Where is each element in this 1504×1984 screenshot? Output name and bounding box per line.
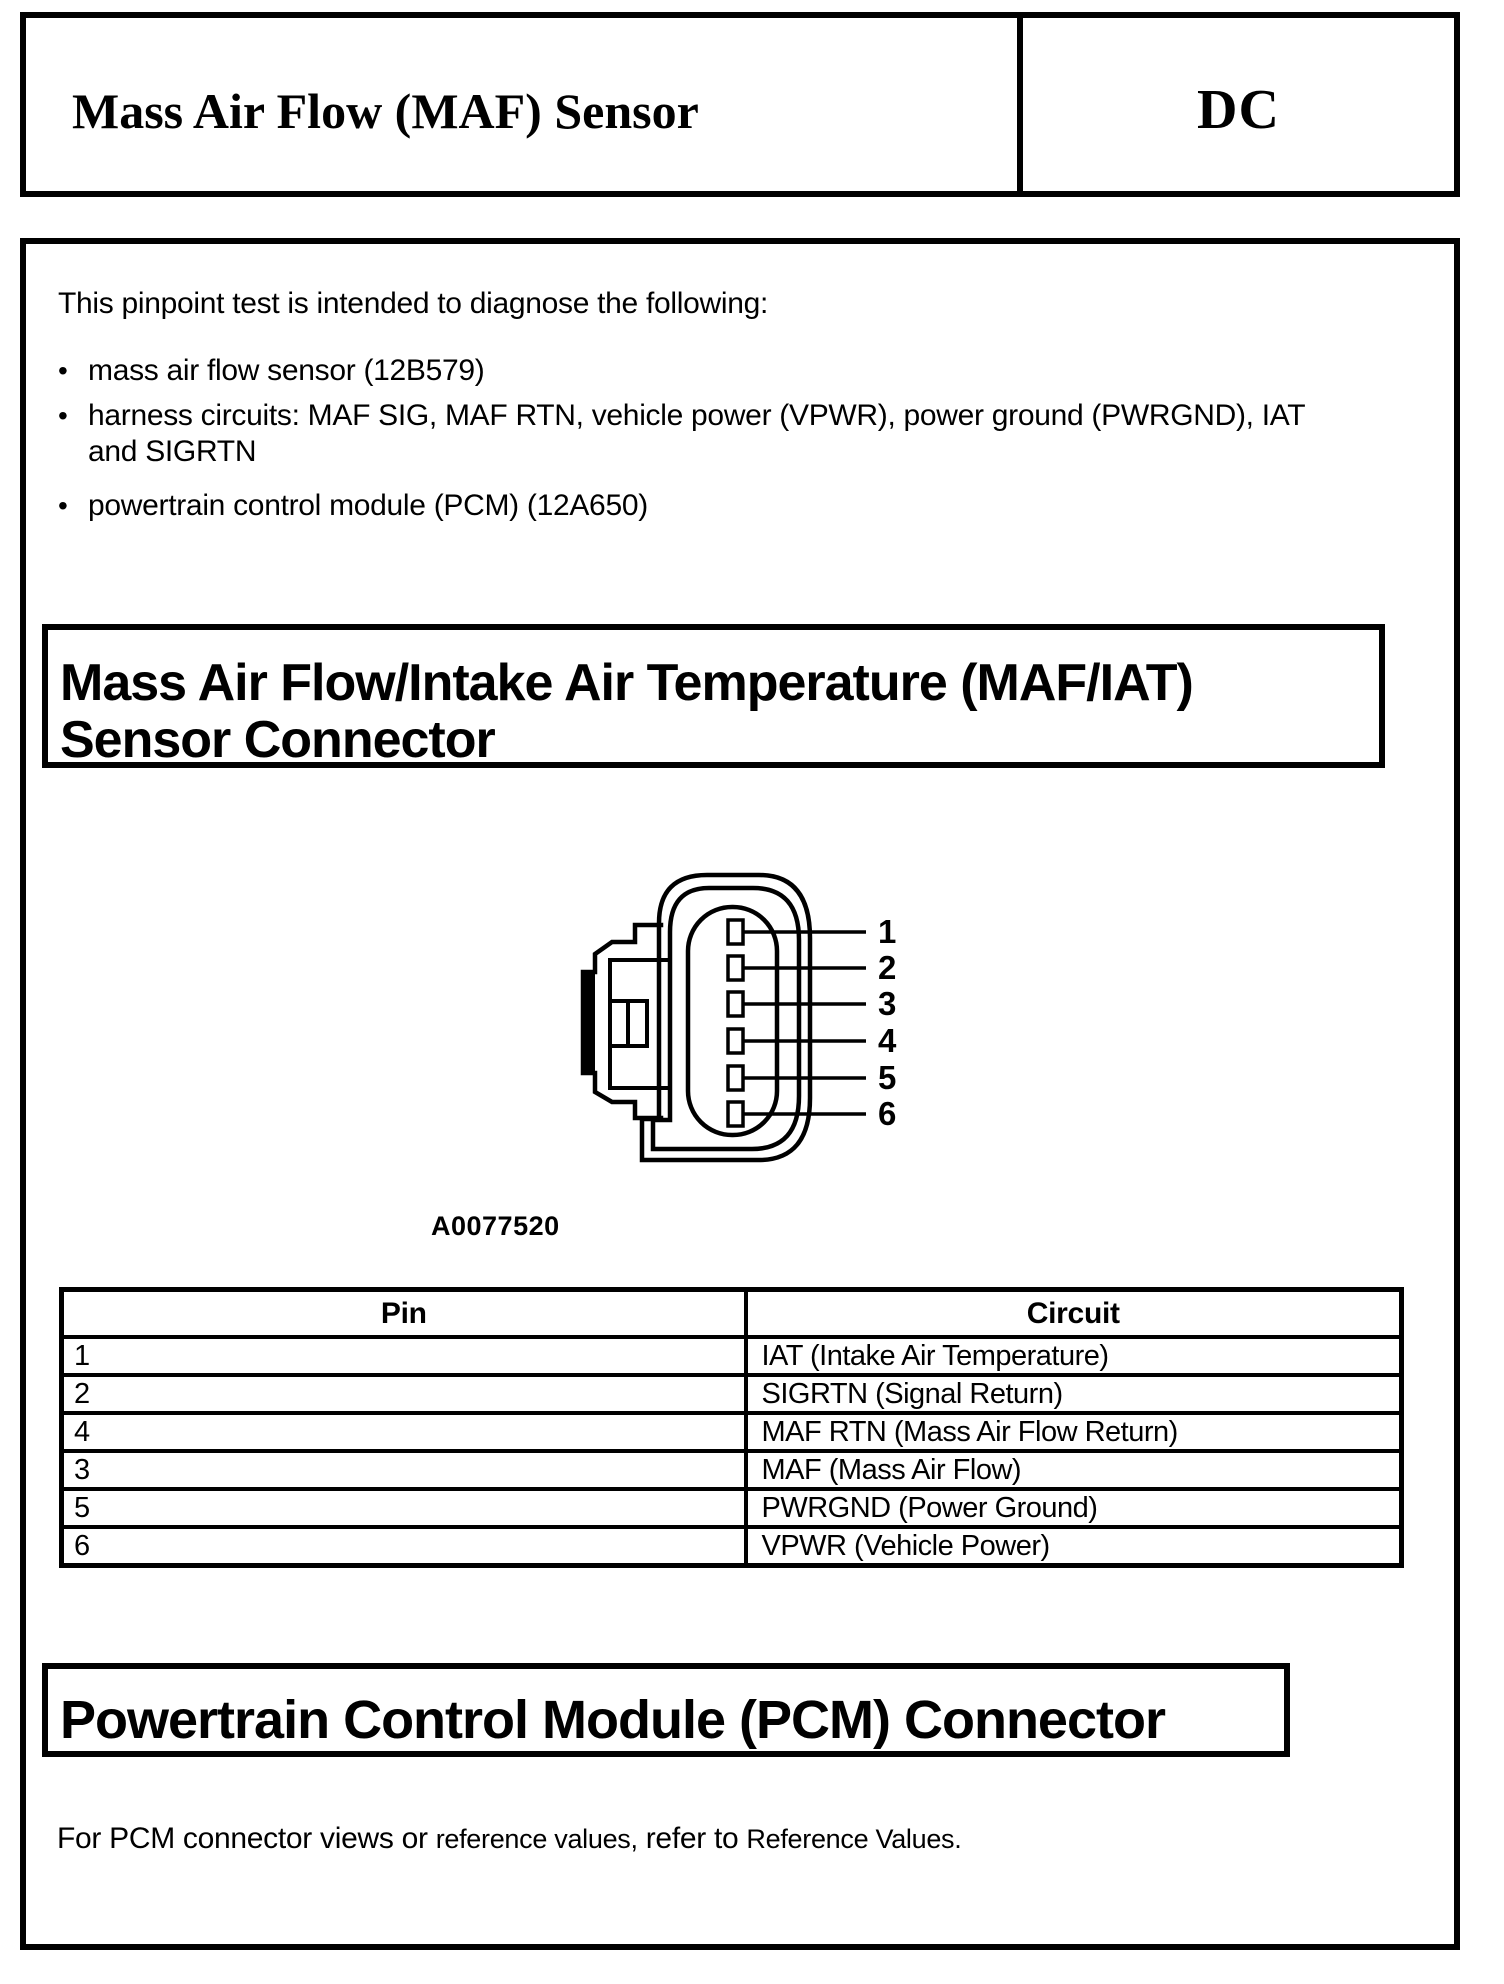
bullet-item-harness-circuits (58, 398, 1305, 470)
pin-cell: 3 (62, 1451, 746, 1489)
column-header-pin: Pin (62, 1290, 746, 1338)
circuit-cell: SIGRTN (Signal Return) (746, 1375, 1402, 1413)
page-title: Mass Air Flow (MAF) Sensor (72, 82, 699, 139)
bullet-line: and SIGRTN (88, 435, 257, 468)
content-panel (20, 238, 1460, 1950)
pin-terminal-1 (728, 920, 743, 944)
pin-terminal-6 (728, 1102, 743, 1126)
figure-id: A0077520 (431, 1211, 560, 1241)
note-text: refer to (637, 1822, 747, 1855)
pin-number-3: 3 (878, 985, 897, 1022)
note-text: reference values, (435, 1824, 638, 1854)
bullet-item-pcm (58, 488, 648, 524)
pin-number-6: 6 (878, 1095, 897, 1132)
pin-cell: 1 (62, 1337, 746, 1375)
pin-number-1: 1 (878, 913, 897, 950)
bullet-marker: • (58, 490, 68, 521)
table-row (62, 1375, 1402, 1413)
section-heading-line: Sensor Connector (60, 711, 495, 768)
pin-cell: 5 (62, 1489, 746, 1527)
pcm-reference-note (57, 1822, 961, 1856)
pin-cell: 6 (62, 1527, 746, 1566)
column-header-circuit: Circuit (746, 1290, 1402, 1338)
document-header (20, 12, 1460, 197)
circuit-cell: PWRGND (Power Ground) (746, 1489, 1402, 1527)
bullet-text (88, 353, 484, 389)
section-heading-line: Mass Air Flow/Intake Air Temperature (MAF/IAT) (60, 654, 1193, 712)
circuit-cell: MAF (Mass Air Flow) (746, 1451, 1402, 1489)
header-title-cell (26, 18, 1023, 191)
bullet-line: mass air flow sensor (12B579) (88, 354, 485, 387)
connector-outer-outline (642, 875, 810, 1160)
connector-mount-bar (581, 972, 595, 1073)
pin-terminal-4 (728, 1029, 743, 1053)
table-row (62, 1527, 1402, 1566)
section-heading-maf-iat-connector (42, 624, 1385, 768)
bullet-line: powertrain control module (PCM) (12A650) (88, 489, 648, 522)
circuit-cell: MAF RTN (Mass Air Flow Return) (746, 1413, 1402, 1451)
bullet-text (88, 398, 1305, 470)
bullet-item-maf-sensor (58, 353, 484, 389)
pin-number-4: 4 (878, 1022, 897, 1059)
table-row (62, 1337, 1402, 1375)
table-row (62, 1413, 1402, 1451)
pin-circuit-table (59, 1287, 1404, 1568)
note-reference-values: Reference Values. (746, 1824, 962, 1854)
table-row (62, 1489, 1402, 1527)
bullet-marker: • (58, 400, 68, 431)
pin-terminal-3 (728, 992, 743, 1016)
pin-terminal-5 (728, 1066, 743, 1090)
note-text: For PCM connector views or (57, 1822, 436, 1855)
maf-connector-diagram (500, 850, 1000, 1250)
bullet-marker: • (58, 355, 68, 386)
pin-number-5: 5 (878, 1059, 897, 1096)
header-code-cell (1023, 18, 1454, 191)
intro-lead: This pinpoint test is intended to diagnose the following: (58, 287, 769, 320)
circuit-cell: IAT (Intake Air Temperature) (746, 1337, 1402, 1375)
section-heading-pcm-connector (42, 1663, 1290, 1757)
pin-cell: 4 (62, 1413, 746, 1451)
bullet-line: harness circuits: MAF SIG, MAF RTN, vehicle power (VPWR), power ground (PWRGND), IAT (88, 399, 1306, 432)
pin-terminal-2 (728, 956, 743, 980)
header-code: DC (1197, 78, 1280, 141)
pin-cell: 2 (62, 1375, 746, 1413)
table-row (62, 1451, 1402, 1489)
table-header-row (62, 1290, 1402, 1338)
bullet-text (88, 488, 648, 524)
pin-number-2: 2 (878, 949, 897, 986)
section-heading-line: Powertrain Control Module (PCM) Connector (60, 1690, 1165, 1750)
circuit-cell: VPWR (Vehicle Power) (746, 1527, 1402, 1566)
